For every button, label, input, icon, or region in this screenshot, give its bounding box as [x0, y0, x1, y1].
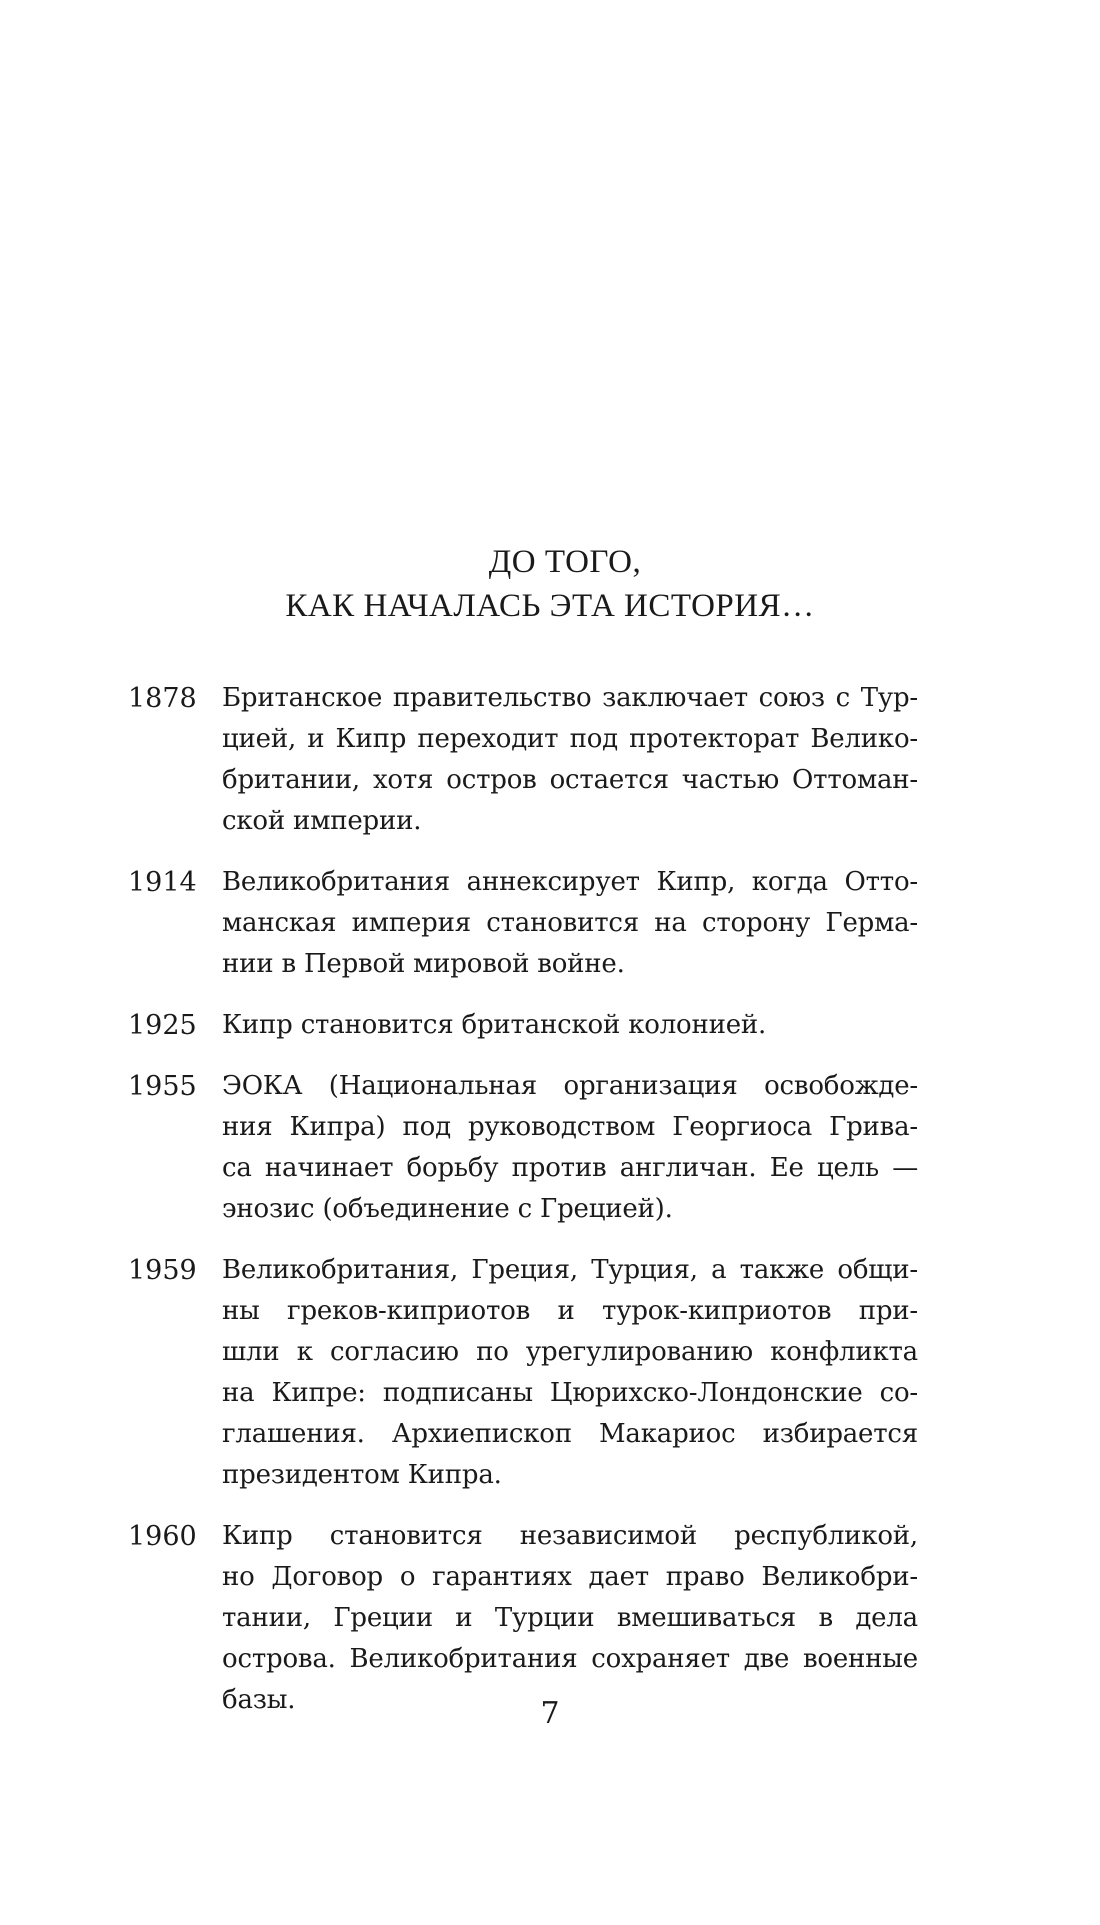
entry-description — [222, 1066, 918, 1230]
entry-description — [222, 1516, 918, 1721]
entry-year: 1959 — [128, 1255, 197, 1286]
entry-line: шли к согласию по урегулированию конфликта — [222, 1337, 918, 1367]
timeline-entry-1925 — [128, 1005, 918, 1046]
entry-line: президентом Кипра. — [222, 1460, 502, 1490]
entry-description — [222, 862, 918, 985]
entry-line: ЭОКА (Национальная организация освобожде- — [222, 1071, 918, 1101]
entry-line: Кипр становится британской колонией. — [222, 1010, 767, 1040]
entry-year: 1878 — [128, 683, 197, 714]
entry-line: британии, хотя остров остается частью Оттоман- — [222, 765, 918, 795]
chapter-title-line-1: ДО ТОГО, — [488, 544, 642, 580]
entry-line: Великобритания, Греция, Турция, а также общи- — [222, 1255, 918, 1285]
page-number: 7 — [540, 1696, 560, 1731]
entry-line: базы. — [222, 1685, 296, 1715]
entry-line: са начинает борьбу против англичан. Ее цель — — [222, 1153, 918, 1183]
timeline-entry-1960 — [128, 1516, 918, 1721]
timeline-entry-1955 — [128, 1066, 918, 1230]
entry-line: нии в Первой мировой войне. — [222, 949, 625, 979]
timeline-entry-1878 — [128, 678, 918, 842]
entry-description — [222, 1005, 918, 1046]
entry-year: 1960 — [128, 1521, 197, 1552]
chapter-title-line-2: КАК НАЧАЛАСЬ ЭТА ИСТОРИЯ… — [285, 588, 815, 624]
timeline-entry-1914 — [128, 862, 918, 985]
entry-line: тании, Греции и Турции вмешиваться в дела — [222, 1603, 918, 1633]
timeline — [128, 678, 918, 1741]
entry-line: острова. Великобритания сохраняет две военные — [222, 1644, 918, 1674]
entry-line: глашения. Архиепископ Макариос избирается — [222, 1419, 918, 1449]
entry-line: манская империя становится на сторону Герма- — [222, 908, 918, 938]
entry-line: Кипр становится независимой республикой, — [222, 1521, 918, 1551]
entry-line: ны греков-киприотов и турок-киприотов при- — [222, 1296, 918, 1326]
entry-line: энозис (объединение с Грецией). — [222, 1194, 673, 1224]
entry-line: ской империи. — [222, 806, 422, 836]
entry-line: но Договор о гарантиях дает право Великобри- — [222, 1562, 918, 1592]
entry-line: Британское правительство заключает союз с Тур- — [222, 683, 918, 713]
timeline-entry-1959 — [128, 1250, 918, 1496]
entry-description — [222, 678, 918, 842]
chapter-title — [0, 540, 1100, 628]
entry-line: на Кипре: подписаны Цюрихско-Лондонские со- — [222, 1378, 918, 1408]
entry-year: 1914 — [128, 867, 197, 898]
entry-line: Великобритания аннексирует Кипр, когда Отто- — [222, 867, 918, 897]
entry-line: ния Кипра) под руководством Георгиоса Грива- — [222, 1112, 918, 1142]
entry-line: цией, и Кипр переходит под протекторат Велико- — [222, 724, 918, 754]
entry-year: 1925 — [128, 1010, 197, 1041]
entry-description — [222, 1250, 918, 1496]
entry-year: 1955 — [128, 1071, 197, 1102]
